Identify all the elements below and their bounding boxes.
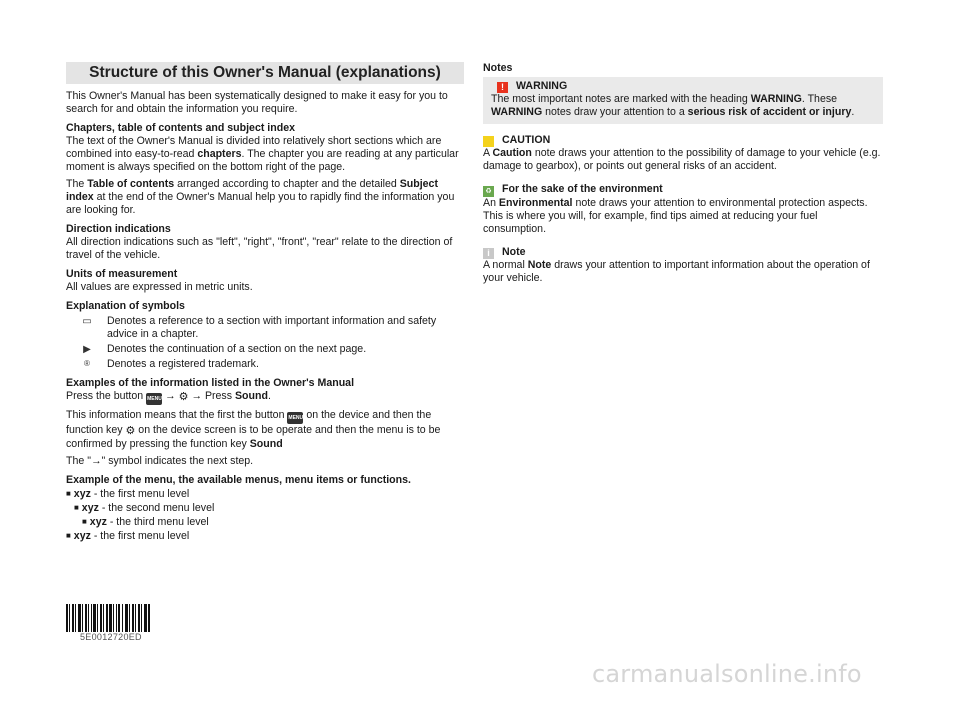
note-icon: i [483, 248, 494, 259]
environment-icon: ♻ [483, 186, 494, 197]
environment-text: An Environmental note draws your attention to environmental protection aspects. This is where you will, for example, find tips aimed at reducing your fuel consumption. [483, 197, 868, 235]
book-reference-icon: ▭ [82, 316, 92, 327]
symbol-row-continuation: ▶ Denotes the continuation of a section on the next page. [66, 343, 464, 356]
symbols-heading: Explanation of symbols [66, 300, 185, 312]
list-item: ■ xyz - the first menu level [66, 488, 190, 500]
warning-icon: ! [497, 82, 508, 93]
list-item: ■ xyz - the first menu level [66, 530, 190, 542]
symbol-row-trademark: ® Denotes a registered trademark. [66, 358, 464, 371]
left-column [66, 62, 464, 543]
warning-title: ! WARNING [483, 80, 875, 93]
warning-text: The most important notes are marked with the heading WARNING. These WARNING notes draw your attention to a serious risk of accident or injury. [491, 93, 855, 118]
note-title: i Note [483, 246, 883, 259]
intro-paragraph: This Owner's Manual has been systematically designed to make it easy for you to search for and obtain the information you require. [66, 90, 448, 115]
chapters-heading: Chapters, table of contents and subject index [66, 122, 295, 134]
notes-heading: Notes [483, 62, 513, 74]
toc-paragraph: The Table of contents arranged according to chapter and the detailed Subject index at the end of the Owner's Manual help you to rapidly find the information you are looking for. [66, 178, 455, 216]
list-item: ■ xyz - the second menu level [74, 502, 215, 514]
direction-paragraph: All direction indications such as "left", "right", "front", "rear" relate to the direction of travel of the vehicle. [66, 236, 453, 261]
chapters-paragraph: The text of the Owner's Manual is divided into relatively short sections which are combined into easy-to-read chapters. The chapter you are reading at any particular moment is always specified on the bottom right of the page. [66, 135, 459, 173]
direction-heading: Direction indications [66, 223, 171, 235]
menu-key-icon: MENU [287, 412, 303, 424]
symbol-row-reference: ▭ Denotes a reference to a section with important information and safety advice in a chapter. [66, 315, 464, 341]
caution-title: ! CAUTION [483, 134, 883, 147]
caution-icon: ! [483, 136, 494, 147]
caution-text: A Caution note draws your attention to the possibility of damage to your vehicle (e.g. damage to gearbox), or points out general risks of an accident. [483, 147, 881, 172]
next-step-line: The "→" symbol indicates the next step. [66, 455, 254, 467]
press-button-line: Press the button MENU → ⚙ → Press Sound. [66, 390, 271, 403]
barcode-text: 5E0012720ED [80, 632, 142, 642]
list-item: ■ xyz - the third menu level [82, 516, 209, 528]
menu-key-icon: MENU [146, 393, 162, 405]
gear-icon: ⚙ [125, 425, 136, 437]
warning-box [483, 77, 883, 124]
page-title: Structure of this Owner's Manual (explanations) [66, 62, 464, 84]
barcode [66, 604, 150, 632]
right-column [483, 62, 883, 285]
units-paragraph: All values are expressed in metric units. [66, 281, 253, 293]
note-text: A normal Note draws your attention to important information about the operation of your vehicle. [483, 259, 870, 284]
menu-heading: Example of the menu, the available menus, menu items or functions. [66, 474, 411, 486]
environment-title: ♻ For the sake of the environment [483, 183, 883, 197]
info-paragraph: This information means that the first the button MENU on the device and then the function key ⚙ on the device screen is to be operate and then the menu is to be confirmed by pressing the function key Sound [66, 409, 441, 450]
watermark[interactable]: carmanualsonline.info [592, 660, 862, 688]
registered-icon: ® [84, 359, 90, 368]
gear-icon: ⚙ [178, 391, 189, 403]
units-heading: Units of measurement [66, 268, 178, 280]
examples-heading: Examples of the information listed in the Owner's Manual [66, 377, 355, 389]
arrow-right-icon: ▶ [83, 344, 91, 355]
